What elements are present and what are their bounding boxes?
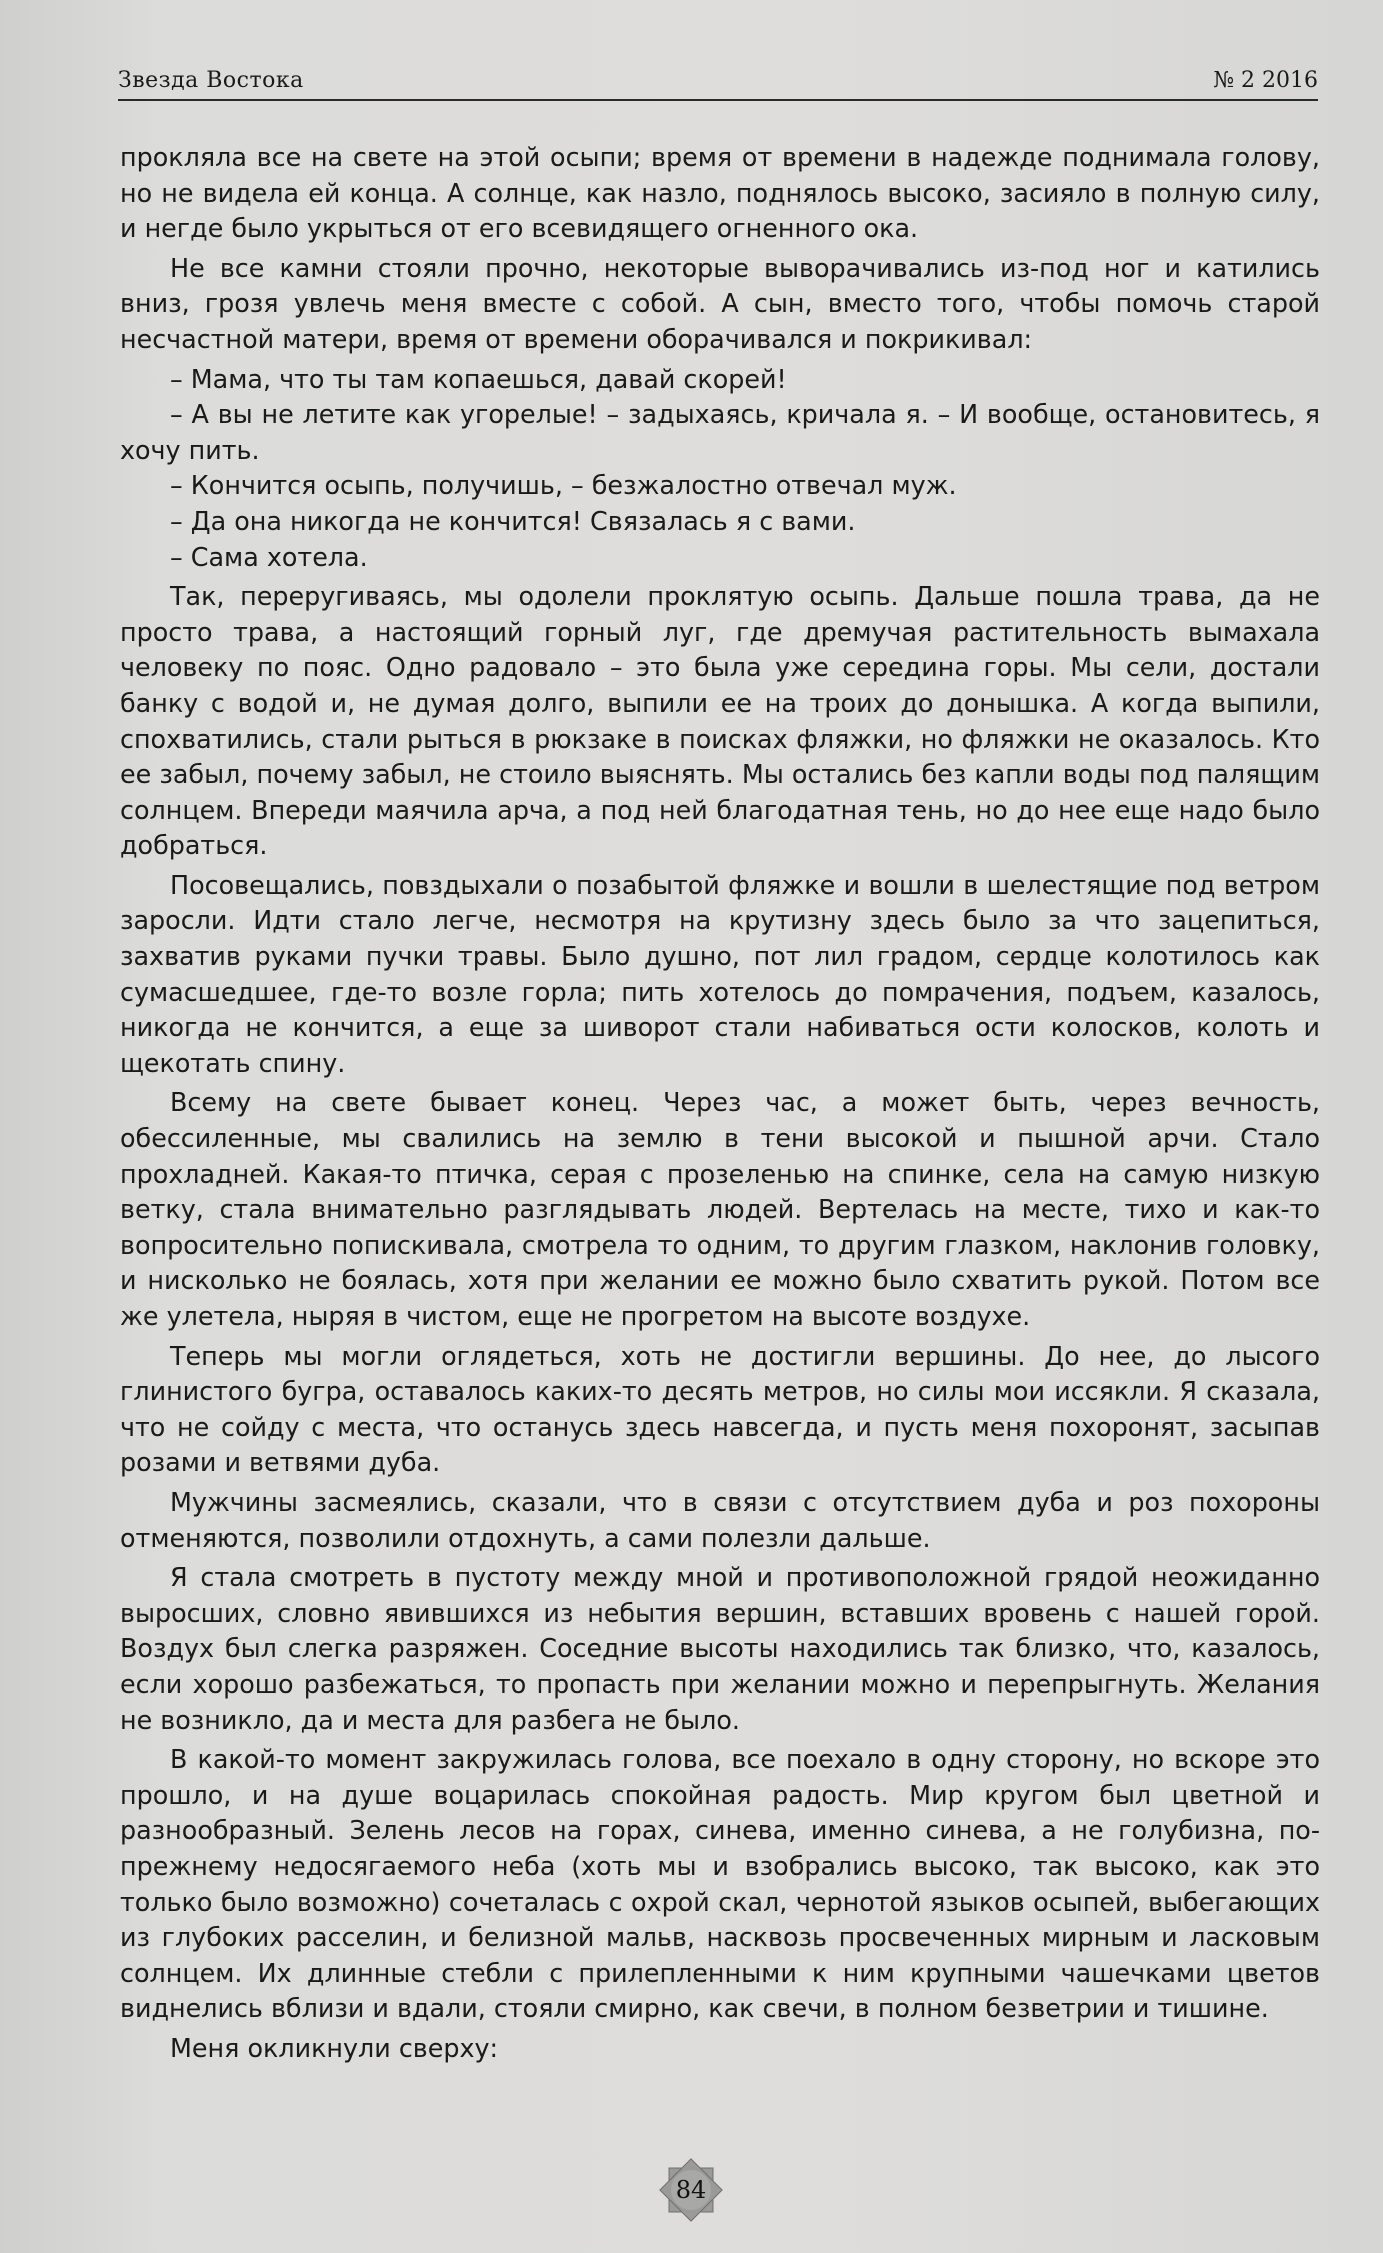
page-number-badge	[656, 2155, 726, 2225]
paragraph: Я стала смотреть в пустоту между мной и противоположной грядой неожиданно выросших, словно явившихся из небытия вершин, вставших вровень с нашей горой. Воздух был слегка разряжен. Соседние высоты находились так близко, что, казалось, если хорошо разбежаться, то пропасть при желании можно и перепрыгнуть. Желания не возникло, да и места для разбега не было.	[120, 1562, 1320, 1735]
article-body	[120, 140, 1320, 2070]
paragraph: Мужчины засмеялись, сказали, что в связи с отсутствием дуба и роз похороны отменяются, позволили отдохнуть, а сами полезли дальше.	[120, 1486, 1320, 1553]
paragraph: Посовещались, повздыхали о позабытой фляжке и вошли в шелестящие под ветром заросли. Идти стало легче, несмотря на крутизну здесь было за что зацепиться, захватив руками пучки травы. Было душно, пот лил градом, сердце колотилось как сумасшедшее, где-то возле горла; пить хотелось до помрачения, подъем, казалось, никогда не кончится, а еще за шиворот стали набиваться ости колосков, колоть и щекотать спину.	[120, 869, 1320, 1078]
paragraph: Так, переругиваясь, мы одолели проклятую осыпь. Дальше пошла трава, да не просто трава, а настоящий горный луг, где дремучая растительность вымахала человеку по пояс. Одно радовало – это была уже середина горы. Мы сели, достали банку с водой и, не думая долго, выпили ее на троих до донышка. А когда выпили, спохватились, стали рыться в рюкзаке в поисках фляжки, но фляжки не оказалось. Кто ее забыл, почему забыл, не стоило выяснять. Мы остались без капли воды под палящим солнцем. Впереди маячила арча, а под ней благодатная тень, но до нее еще надо было добраться.	[120, 581, 1320, 861]
dialog-line: – Кончится осыпь, получишь, – безжалостно отвечал муж.	[170, 470, 957, 501]
issue-number: № 2 2016	[1213, 68, 1318, 93]
paragraph: Не все камни стояли прочно, некоторые выворачивались из-под ног и катились вниз, грозя увлечь меня вместе с собой. А сын, вместо того, чтобы помочь старой несчастной матери, время от времени оборачивался и покрикивал:	[120, 252, 1320, 354]
page-number: 84	[675, 2176, 707, 2204]
header-divider	[118, 99, 1318, 101]
dialog-line: – Сама хотела.	[170, 541, 368, 572]
journal-name: Звезда Востока	[118, 68, 304, 93]
paragraph: Меня окликнули сверху:	[170, 2032, 499, 2063]
paragraph: прокляла все на свете на этой осыпи; время от времени в надежде поднимала голову, но не видела ей конца. А солнце, как назло, поднялось высоко, засияло в полную силу, и негде было укрыться от его всевидящего огненного ока.	[120, 142, 1320, 244]
paragraph: Всему на свете бывает конец. Через час, а может быть, через вечность, обессиленные, мы свалились на землю в тени высокой и пышной арчи. Стало прохладней. Какая-то птичка, серая с прозеленью на спинке, села на самую низкую ветку, стала внимательно разглядывать людей. Вертелась на месте, тихо и как-то вопросительно попискивала, смотрела то одним, то другим глазком, наклонив головку, и нисколько не боялась, хотя при желании ее можно было схватить рукой. Потом все же улетела, ныряя в чистом, еще не прогретом на высоте воздухе.	[120, 1087, 1320, 1331]
dialog-line: – А вы не летите как угорелые! – задыхаясь, кричала я. – И вообще, остановитесь, я хочу пить.	[120, 399, 1320, 465]
paragraph: В какой-то момент закружилась голова, все поехало в одну сторону, но вскоре это прошло, и на душе воцарилась спокойная радость. Мир кругом был цветной и разнообразный. Зелень лесов на горах, синева, именно синева, а не голубизна, по-прежнему недосягаемого неба (хоть мы и взобрались высоко, так высоко, как это только было возможно) сочеталась с охрой скал, чернотой языков осыпей, выбегающих из глубоких расселин, и белизной мальв, насквозь просвеченных мирным и ласковым солнцем. Их длинные стебли с прилепленными к ним крупными чашечками цветов виднелись вблизи и вдали, стояли смирно, как свечи, в полном безветрии и тишине.	[120, 1744, 1320, 2024]
dialog-line: – Да она никогда не кончится! Связалась я с вами.	[170, 505, 856, 536]
paragraph: Теперь мы могли оглядеться, хоть не достигли вершины. До нее, до лысого глинистого бугра, оставалось каких-то десять метров, но силы мои иссякли. Я сказала, что не сойду с места, что останусь здесь навсегда, и пусть меня похоронят, засыпав розами и ветвями дуба.	[120, 1340, 1320, 1478]
dialog-line: – Мама, что ты там копаешься, давай скорей!	[170, 363, 787, 394]
